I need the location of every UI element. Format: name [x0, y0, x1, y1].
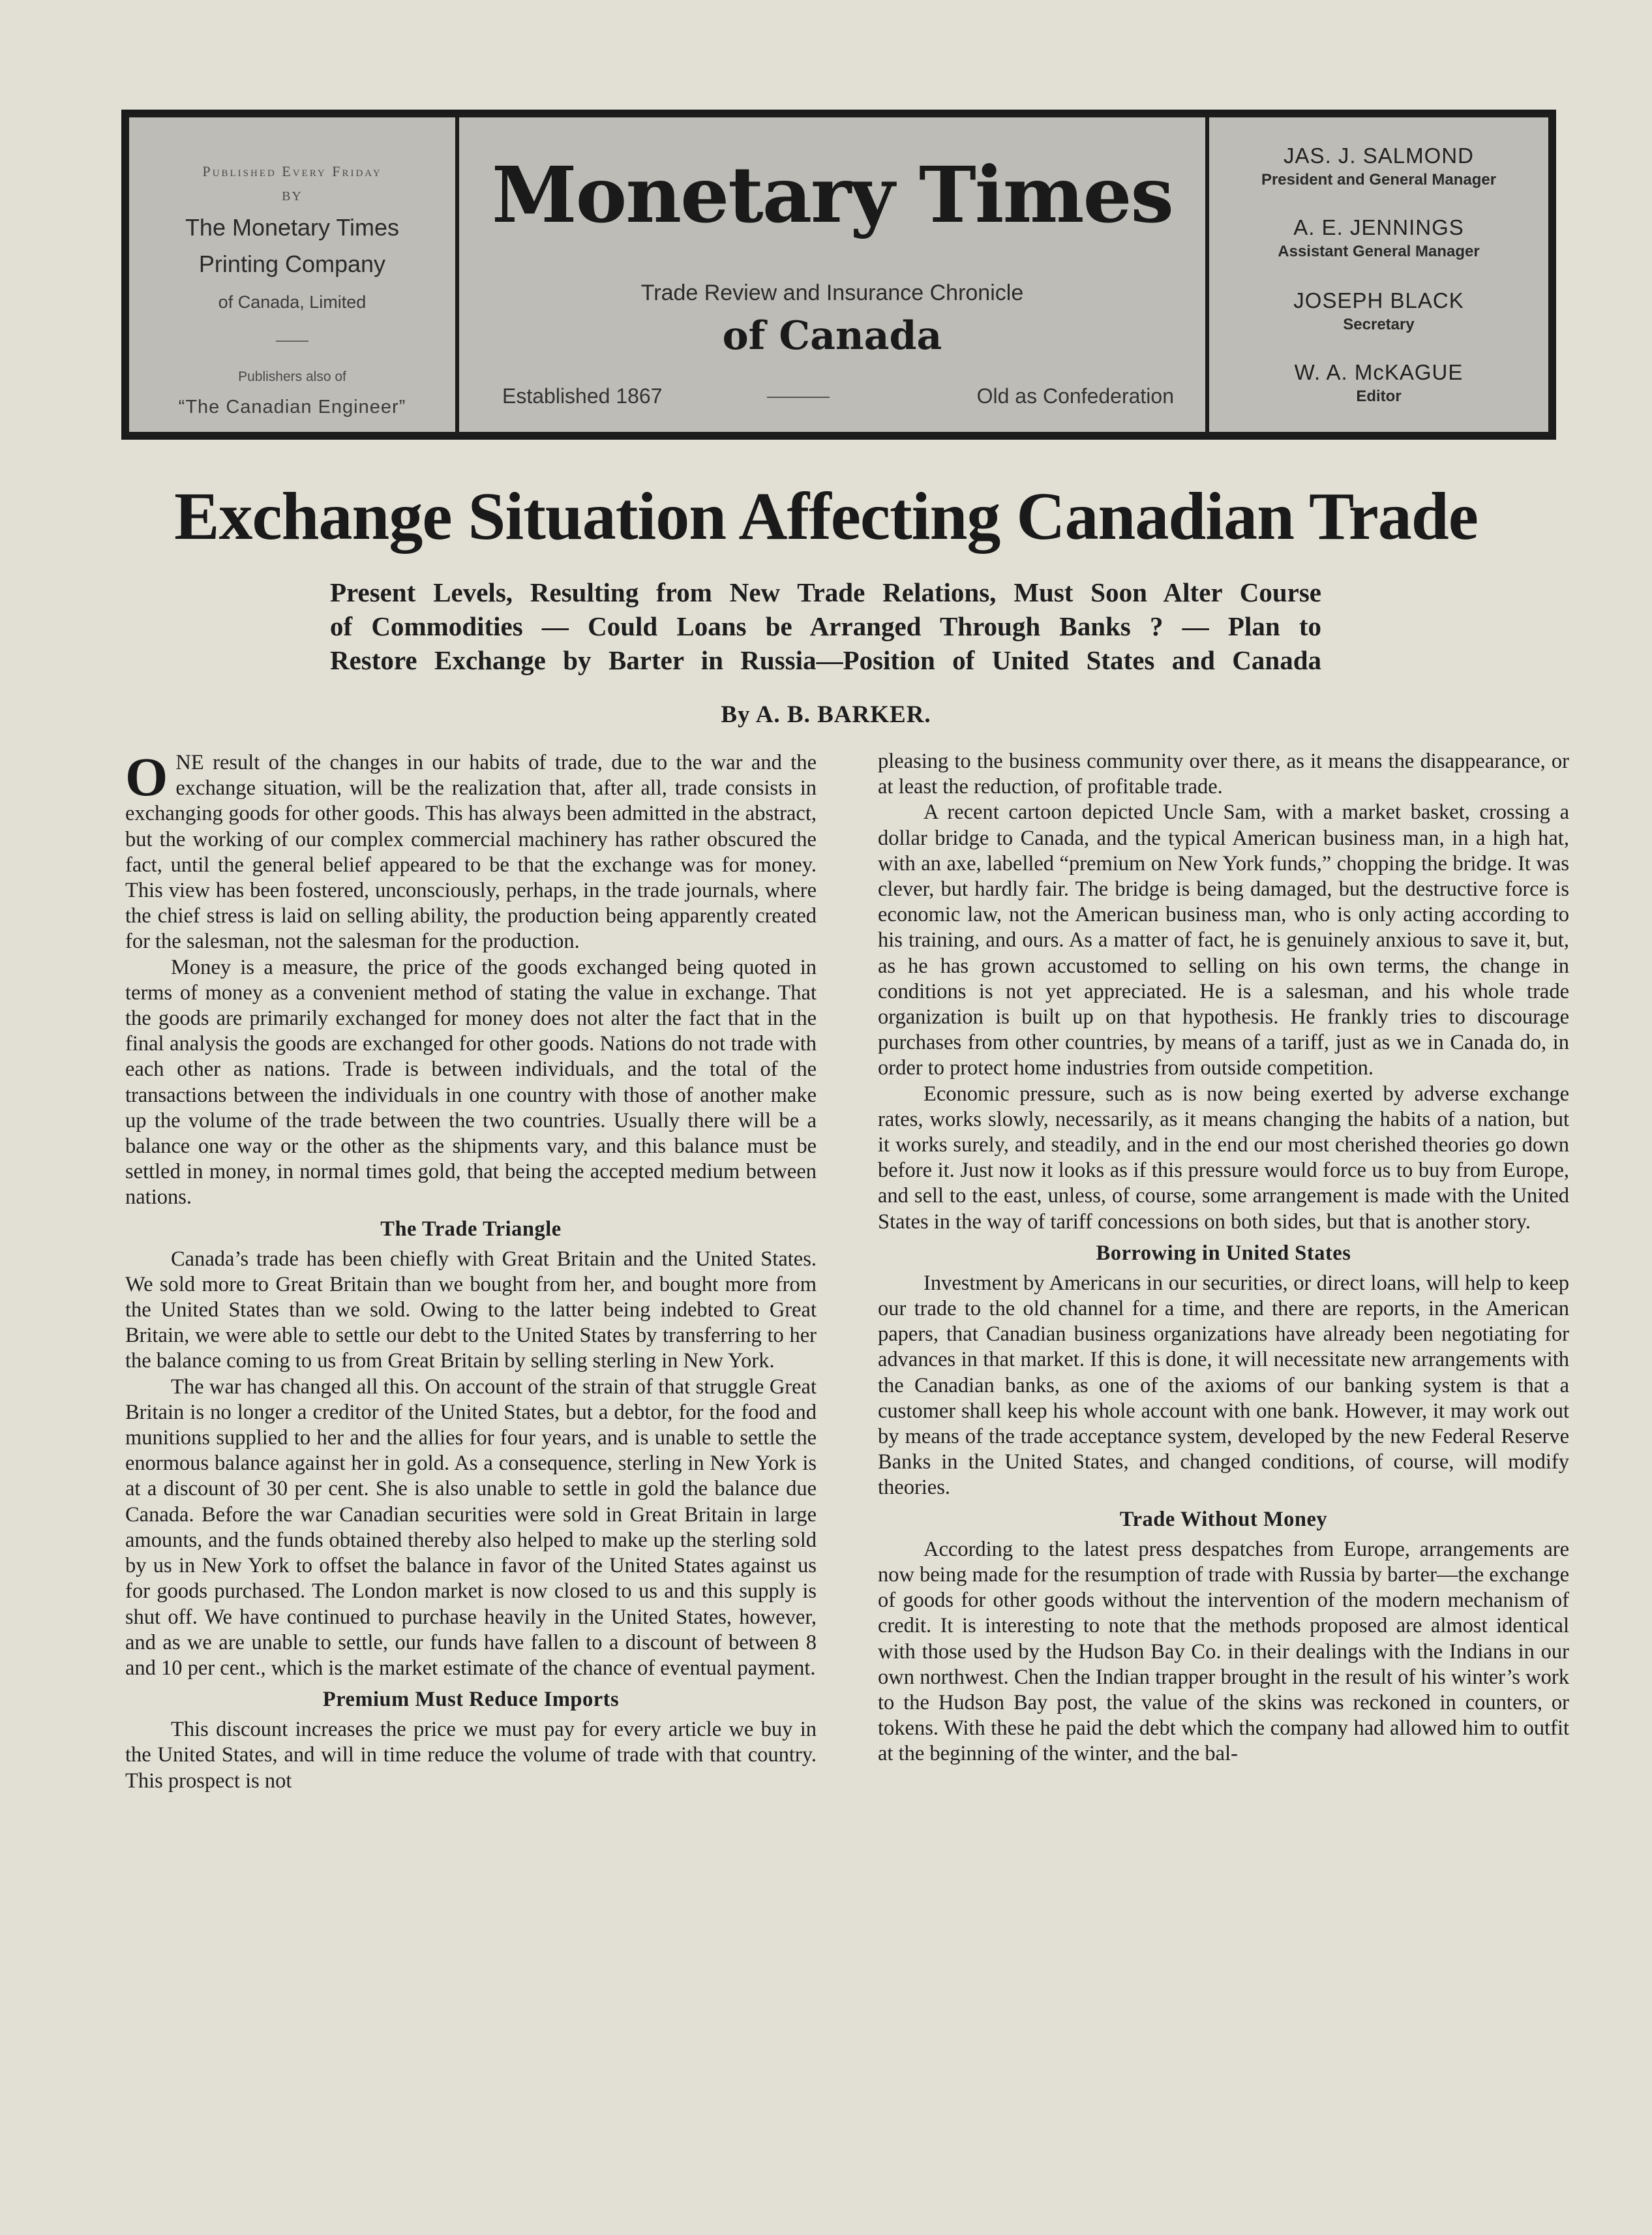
article-headline: Exchange Situation Affecting Canadian Trade: [174, 479, 1478, 554]
section-subhead: The Trade Triangle: [380, 1217, 562, 1241]
publisher-panel: [129, 117, 455, 432]
body-paragraph: According to the latest press despatches from Europe, arrangements are now being made for the resumption of trade with Russia by barter—the exchange of goods for other goods without the intervention of the modern mechanism of credit. It is interesting to note that the methods proposed are almost identical with those used by the Hudson Bay Co. in their dealings with the Indians in our own northwest. Chen the Indian trapper brought in the result of his winter’s work to the Hudson Bay post, the value of the skins was reckoned in counters, or tokens. With these he paid the debt which the company had allowed him to outfit at the beginning of the winter, and the bal-: [878, 1537, 1569, 1766]
staff-name: W. A. McKAGUE: [1294, 360, 1464, 384]
body-paragraph: Economic pressure, such as is now being exerted by adverse exchange rates, works slowly, necessarily, as it means changing the habits of a nation, but it works surely, and steadily, and in the end our most cherished theories go down before it. Just now it looks as if this pressure would force us to buy from Europe, and sell to the east, unless, of course, some arrangement is made with the United States in the way of tariff concessions on both sides, but that is another story.: [878, 1082, 1569, 1234]
section-subhead: Trade Without Money: [1119, 1507, 1328, 1531]
divider: [276, 341, 308, 342]
staff-role: Editor: [1356, 388, 1402, 405]
publisher-by: BY: [282, 189, 303, 204]
article-byline: By A. B. BARKER.: [721, 701, 931, 728]
masthead: [121, 110, 1556, 440]
section-subhead: Borrowing in United States: [1096, 1241, 1351, 1265]
staff-name: A. E. JENNINGS: [1293, 215, 1464, 239]
paragraph-text: NE result of the changes in our habits of trade, due to the war and the exchange situation, will be the realization that, after all, trade consists in exchanging goods for other goods. This has always been admitted in the abstract, but the working of our complex commercial machinery has rather obscured the fact, until the general belief appeared to be that the exchange was for money. This view has been fostered, unconsciously, perhaps, in the trade journals, where the chief stress is laid on selling ability, the production being apparently created for the salesman, not the salesman for the production.: [125, 751, 817, 954]
section-subhead: Premium Must Reduce Imports: [322, 1688, 620, 1712]
body-paragraph: pleasing to the business community over there, as it means the disappearance, or at least the reduction, of profitable trade.: [878, 750, 1569, 799]
staff-role: Secretary: [1343, 316, 1415, 333]
masthead-subtitle: Trade Review and Insurance Chronicle: [640, 281, 1024, 305]
title-panel: [459, 117, 1205, 432]
article-deck: [330, 575, 1321, 677]
article-column-right: [878, 749, 1569, 1767]
staff-entry: [1209, 215, 1548, 261]
staff-entry: [1209, 144, 1548, 189]
staff-role: Assistant General Manager: [1278, 243, 1480, 260]
sister-publication: “The Canadian Engineer”: [178, 397, 406, 418]
body-paragraph: The war has changed all this. On account of the strain of that struggle Great Britain is no longer a creditor of the United States, but a debtor, for the food and munitions supplied to her and the allies for four years, and is unable to settle the enormous balance against her in gold. As a consequence, sterling in New York is at a discount of 30 per cent. She is also unable to settle in gold the balance due Canada. Before the war Canadian securities were sold in Great Britain in large amounts, and the funds obtained thereby also helped to make up the sterling sold by us in New York to offset the balance in favor of the United States against us for goods purchased. The London market is now closed to us and this supply is shut off. We have continued to purchase heavily in the United States, however, and as we are unable to settle, our funds have fallen to a discount of between 8 and 10 per cent., which is the market estimate of the chance of eventual payment.: [125, 1375, 817, 1680]
established-date: Established 1867: [502, 384, 663, 408]
deck-line: Restore Exchange by Barter in Russia—Position of United States and Canada: [330, 645, 1321, 675]
publisher-name-line2: Printing Company: [198, 251, 386, 277]
body-paragraph: This discount increases the price we must pay for every article we buy in the United States, and will in time reduce the volume of trade with that country. This prospect is not: [125, 1718, 817, 1793]
publication-schedule: Published Every Friday: [202, 163, 382, 179]
staff-name: JAS. J. SALMOND: [1284, 144, 1474, 168]
body-paragraph: Money is a measure, the price of the goods exchanged being quoted in terms of money as a convenient method of stating the value in exchange. That the goods are primarily exchanged for money does not alter the fact that in the final analysis the goods are exchanged for other goods. Nations do not trade with each other as nations. Trade is between individuals, and the total of the transactions between the individuals in one country with those of another make up the volume of the trade between the two countries. Usually there will be a balance one way or the other as the shipments vary, and this balance must be settled in money, in normal times gold, that being the accepted medium between nations.: [125, 955, 817, 1209]
staff-entry: [1209, 288, 1548, 334]
staff-entry: [1209, 360, 1548, 406]
divider: [767, 397, 830, 398]
publisher-name-line1: The Monetary Times: [185, 214, 400, 241]
staff-name: JOSEPH BLACK: [1293, 288, 1464, 312]
body-paragraph: [125, 747, 817, 955]
also-publishes-label: Publishers also of: [238, 369, 346, 384]
article-column-left: [125, 747, 817, 1794]
masthead-logo: Monetary Times: [492, 149, 1173, 240]
masthead-motto: Old as Confederation: [976, 384, 1174, 408]
body-paragraph: Investment by Americans in our securities, or direct loans, will help to keep our trade to the old channel for a time, and there are reports, in the American papers, that Canadian business organizations have already been negotiating for advances in that market. If this is done, it will necessitate new arrangements with the Canadian banks, as one of the axioms of our banking system is that a customer shall keep his whole account with one bank. However, it may work out by means of the trade acceptance system, developed by the new Federal Reserve Banks in the United States, and changed conditions, of course, will modify theories.: [878, 1271, 1569, 1500]
deck-line: Present Levels, Resulting from New Trade Relations, Must Soon Alter Course: [330, 577, 1321, 607]
masthead-country: of Canada: [722, 313, 942, 359]
publisher-name-line3: of Canada, Limited: [218, 292, 367, 312]
body-paragraph: A recent cartoon depicted Uncle Sam, with a market basket, crossing a dollar bridge to Canada, and the typical American business man, in a high hat, with an axe, labelled “premium on New York funds,” chopping the bridge. It was clever, but hardly fair. The bridge is being damaged, but the destructive force is economic law, not the American business man, who is only acting according to his training, and ours. As a matter of fact, he is genuinely anxious to save it, but, as he has grown accustomed to selling on his own terms, the change in conditions is not yet appreciated. He is a salesman, and his whole trade organization is built up on that hypothesis. He frankly tries to discourage purchases from other countries, by means of a tariff, just as we in Canada do, in order to protect home industries from outside competition.: [878, 800, 1569, 1080]
drop-cap: O: [125, 747, 168, 808]
staff-role: President and General Manager: [1261, 171, 1497, 189]
deck-line: of Commodities — Could Loans be Arranged Through Banks ? — Plan to: [330, 611, 1321, 641]
body-paragraph: Canada’s trade has been chiefly with Great Britain and the United States. We sold more to Great Britain than we bought from her, and bought more from the United States than we sold. Owing to the latter being indebted to Great Britain, we were able to settle our debt to the United States by transferring to her the balance coming to us from Great Britain by selling sterling in New York.: [125, 1247, 817, 1373]
staff-panel: [1209, 117, 1548, 432]
